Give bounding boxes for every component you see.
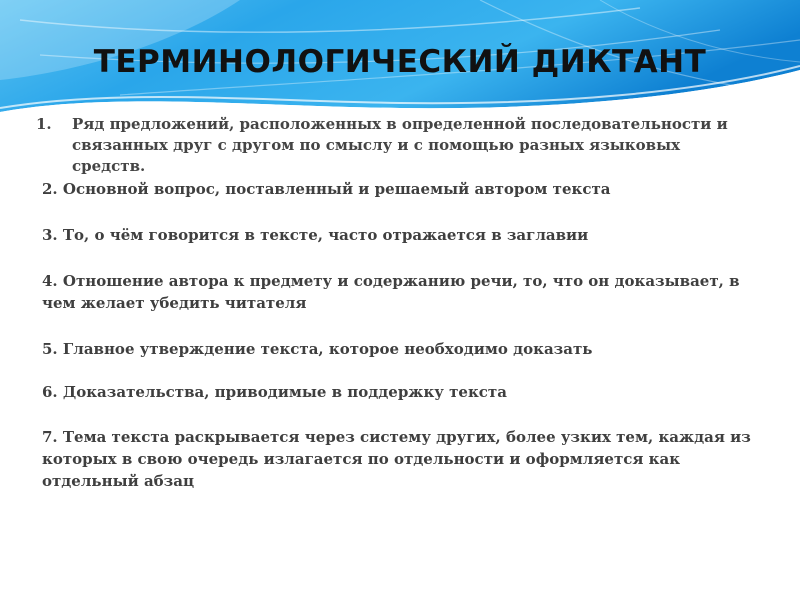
- list-item-4: 4. Отношение автора к предмету и содержанию речи, то, что он доказывает, в чем желает убедить читателя: [42, 272, 740, 312]
- list-item-text: Ряд предложений, расположенных в определенной последовательности и связанных друг с другом по смыслу и с помощью разных языковых средств.: [72, 115, 728, 175]
- list-item-5: 5. Главное утверждение текста, которое необходимо доказать: [42, 340, 593, 358]
- list-item-3: 3. То, о чём говорится в тексте, часто отражается в заглавии: [42, 226, 589, 244]
- list-item-1: [36, 114, 756, 177]
- list-item-6: 6. Доказательства, приводимые в поддержку текста: [42, 383, 507, 401]
- slide-title: ТЕРМИНОЛОГИЧЕСКИЙ ДИКТАНТ: [93, 44, 707, 80]
- list-item-number: 1.: [36, 115, 52, 133]
- list-item-7: 7. Тема текста раскрывается через систему других, более узких тем, каждая из которых в свою очередь излагается по отдельности и оформляется как отдельный абзац: [42, 428, 751, 490]
- list-item-2: 2. Основной вопрос, поставленный и решаемый автором текста: [42, 180, 611, 198]
